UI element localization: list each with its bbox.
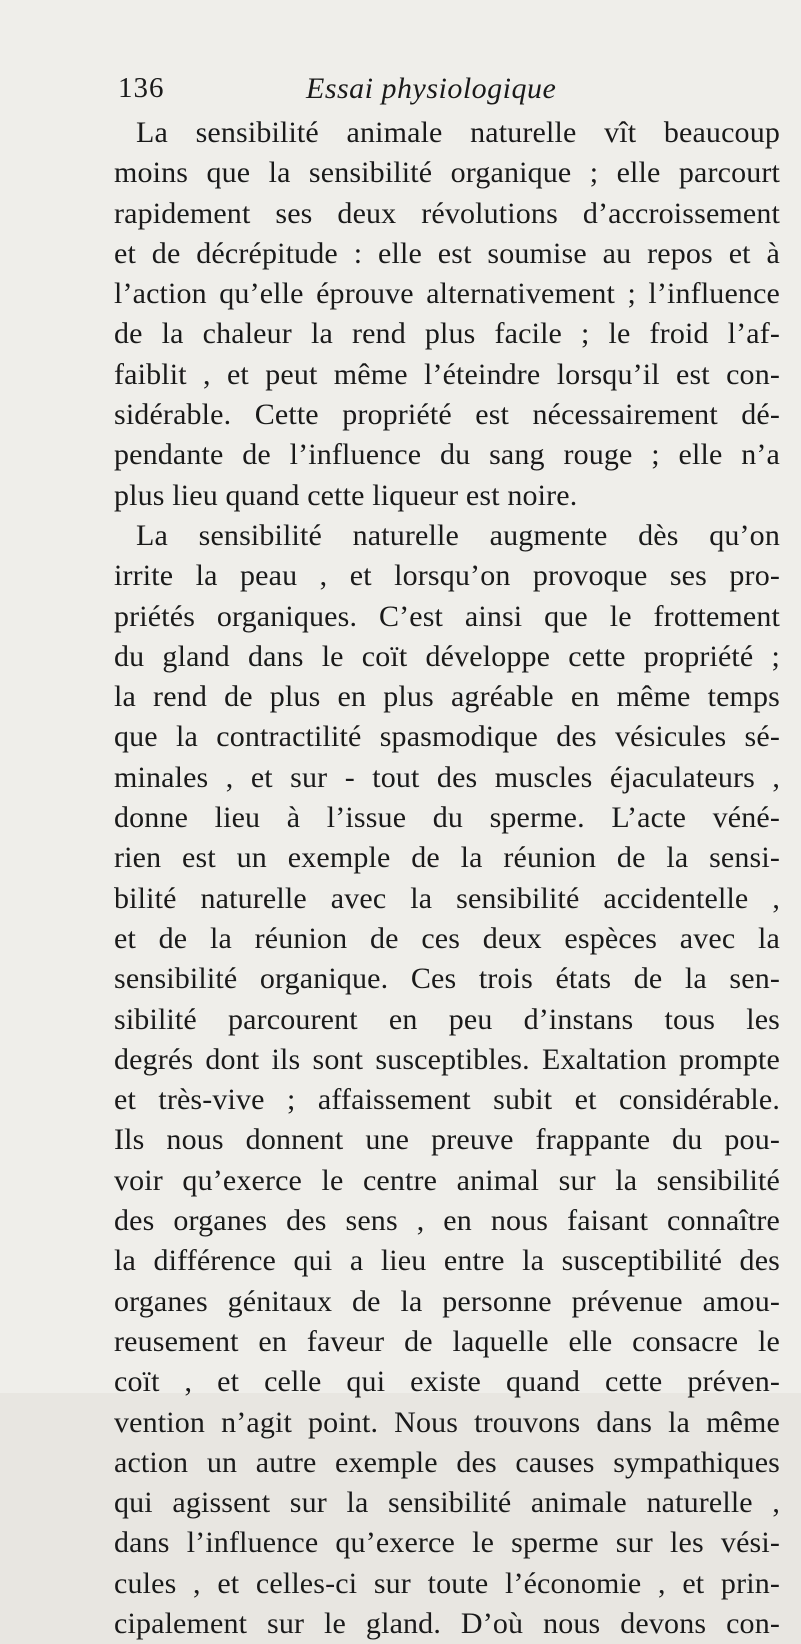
text-line: des organes des sens , en nous faisant connaître xyxy=(114,1204,780,1238)
text-line: qui agissent sur la sensibilité animale naturelle , xyxy=(114,1486,780,1520)
text-line: sibilité parcourent en peu d’instans tous les xyxy=(114,1002,780,1036)
text-line: donne lieu à l’issue du sperme. L’acte véné- xyxy=(114,801,780,835)
text-line: action un autre exemple des causes sympathiques xyxy=(114,1445,780,1479)
text-line: l’action qu’elle éprouve alternativement ; l’influence xyxy=(114,277,780,311)
text-line: cules , et celles-ci sur toute l’économie , et prin- xyxy=(114,1566,780,1600)
text-line: pendante de l’influence du sang rouge ; elle n’a xyxy=(114,438,780,472)
text-line: la différence qui a lieu entre la susceptibilité des xyxy=(114,1244,780,1278)
text-line: et très-vive ; affaissement subit et considérable. xyxy=(114,1083,780,1117)
text-line: irrite la peau , et lorsqu’on provoque ses pro- xyxy=(114,559,780,593)
text-line: rapidement ses deux révolutions d’accroissement xyxy=(114,196,780,230)
text-line: la rend de plus en plus agréable en même temps xyxy=(114,680,780,714)
text-line: du gland dans le coït développe cette propriété ; xyxy=(114,639,780,673)
text-line: Ils nous donnent une preuve frappante du pou- xyxy=(114,1123,780,1157)
text-line: La sensibilité animale naturelle vît beaucoup xyxy=(136,116,780,149)
text-line: faiblit , et peut même l’éteindre lorsqu’il est con- xyxy=(114,357,780,391)
text-line: sensibilité organique. Ces trois états de la sen- xyxy=(114,962,780,996)
text-line: cipalement sur le gland. D’où nous devons con- xyxy=(114,1606,780,1640)
text-line: que la contractilité spasmodique des vésicules sé- xyxy=(114,720,780,754)
text-line: coït , et celle qui existe quand cette préven- xyxy=(114,1365,780,1399)
text-line: plus lieu quand cette liqueur est noire. xyxy=(114,478,578,512)
text-line: La sensibilité naturelle augmente dès qu’on xyxy=(136,518,780,552)
text-line: bilité naturelle avec la sensibilité accidentelle , xyxy=(114,881,780,915)
text-line: moins que la sensibilité organique ; elle parcourt xyxy=(114,156,780,190)
text-line: minales , et sur - tout des muscles éjaculateurs , xyxy=(114,760,780,794)
text-line: vention n’agit point. Nous trouvons dans la même xyxy=(114,1405,780,1439)
text-line: degrés dont ils sont susceptibles. Exaltation prompte xyxy=(114,1042,780,1076)
text-line: et de la réunion de ces deux espèces avec la xyxy=(114,921,780,955)
text-line: rien est un exemple de la réunion de la sensi- xyxy=(114,841,780,875)
text-line: priétés organiques. C’est ainsi que le frottement xyxy=(114,599,780,633)
running-head: Essai physiologique xyxy=(306,72,557,105)
page-header xyxy=(116,72,756,112)
text-line: et de décrépitude : elle est soumise au repos et à xyxy=(114,236,780,270)
text-line: voir qu’exerce le centre animal sur la sensibilité xyxy=(114,1163,780,1197)
body-text xyxy=(114,113,780,1644)
text-line: dans l’influence qu’exerce le sperme sur les vési- xyxy=(114,1526,780,1560)
page-number: 136 xyxy=(118,72,165,104)
text-line: organes génitaux de la personne prévenue amou- xyxy=(114,1284,780,1318)
text-line: de la chaleur la rend plus facile ; le froid l’af- xyxy=(114,317,780,351)
text-line: reusement en faveur de laquelle elle consacre le xyxy=(114,1324,780,1358)
text-line: sidérable. Cette propriété est nécessairement dé- xyxy=(114,398,780,432)
